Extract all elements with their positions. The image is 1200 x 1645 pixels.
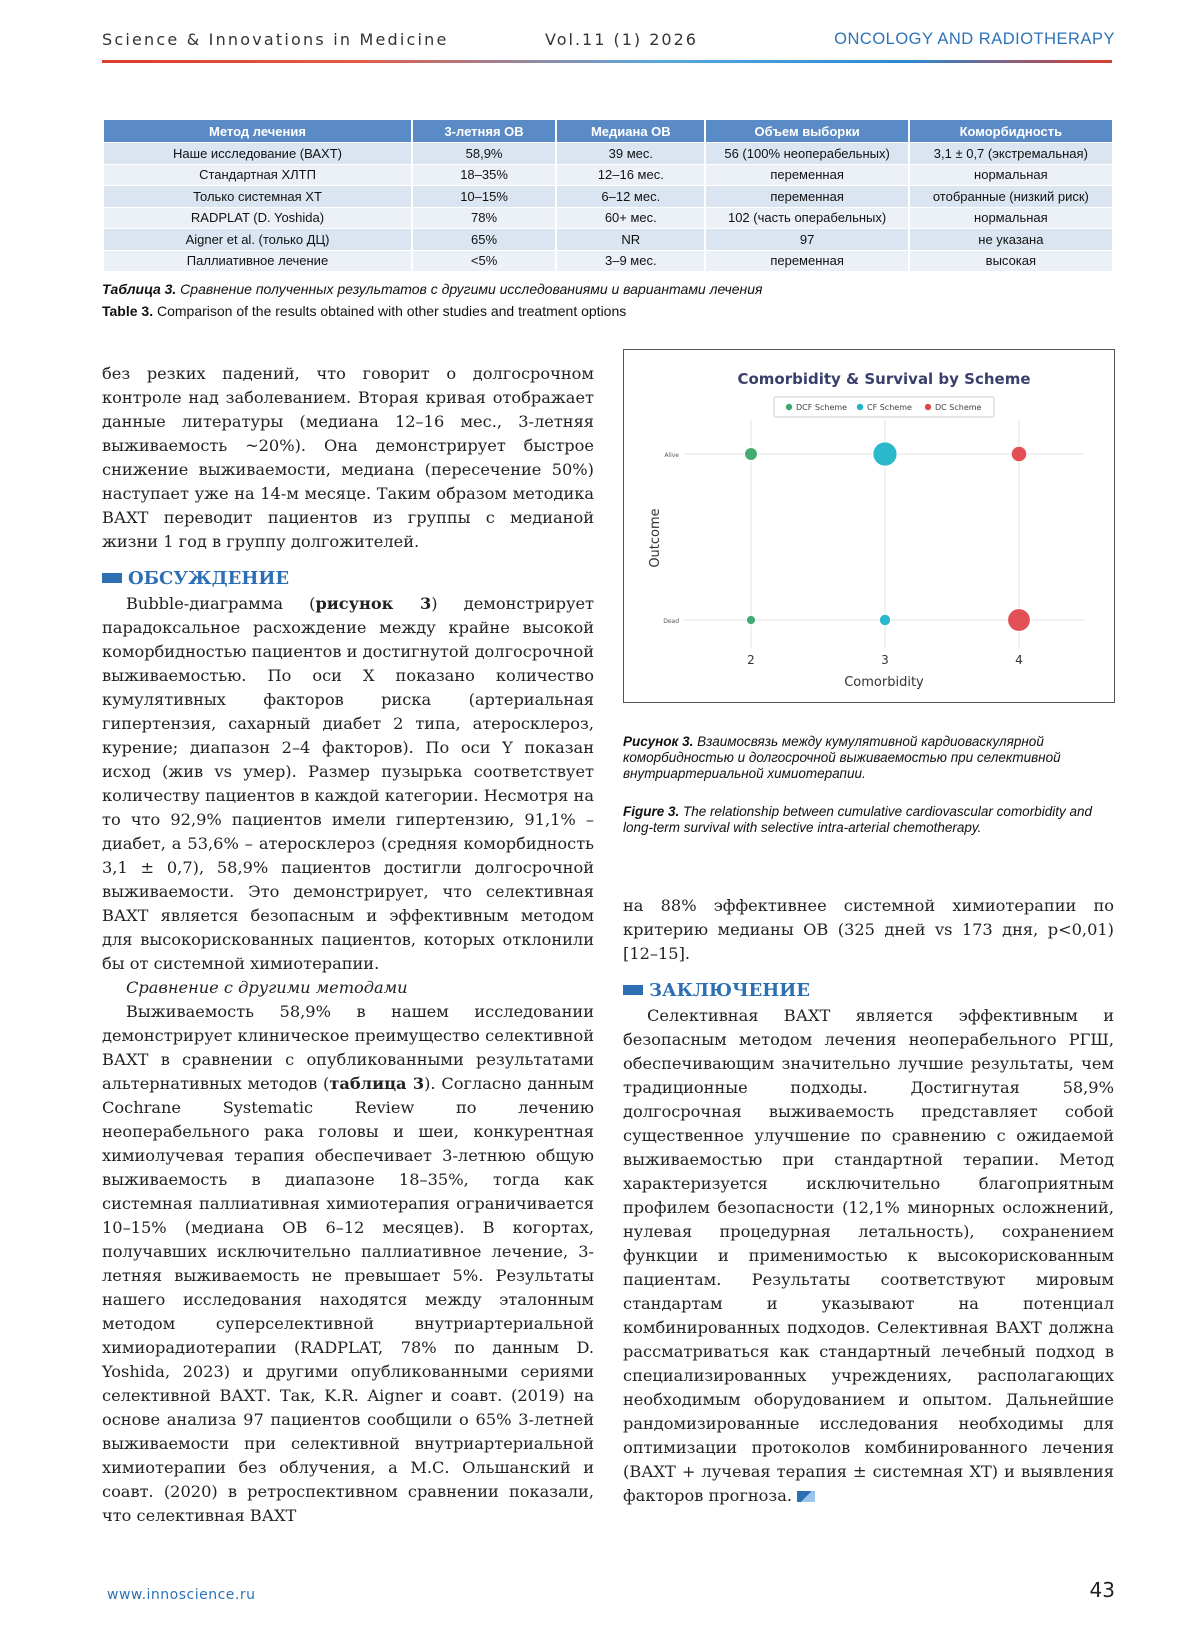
- comparison-table: [104, 120, 1112, 271]
- table-cell: 10–15%: [412, 186, 556, 208]
- conclusion-heading: [623, 978, 1114, 1004]
- table-cell: 56 (100% неоперабельных): [705, 143, 908, 165]
- table-caption-en: [102, 303, 626, 319]
- discussion-heading-text: ОБСУЖДЕНИЕ: [128, 568, 290, 589]
- table-cell: нормальная: [909, 164, 1112, 186]
- subheading: Сравнение с другими методами: [126, 978, 408, 997]
- end-of-article-icon: [797, 1491, 815, 1502]
- chart-bubble: [1008, 609, 1031, 632]
- chart-x-tick: 3: [881, 653, 889, 667]
- legend-swatch: [857, 404, 863, 410]
- right-column: [623, 894, 1114, 1508]
- table-cell: 39 мес.: [556, 143, 705, 165]
- table-cell: высокая: [909, 250, 1112, 271]
- chart-bubble: [873, 442, 897, 466]
- paragraph: [623, 1004, 1114, 1508]
- table-cell: Стандартная ХЛТП: [104, 164, 412, 186]
- figure-caption-ru-text: Взаимосвязь между кумулятивной кардиоваскулярной коморбидностью и долгосрочной выживаемостью при селективной внутриартериальной химиотерапии.: [623, 734, 1061, 781]
- figure-caption-en: [623, 804, 1093, 836]
- table-cell: не указана: [909, 229, 1112, 251]
- chart-bubbles: [745, 442, 1031, 632]
- chart-title: Comorbidity & Survival by Scheme: [737, 370, 1031, 388]
- table-cell: Aigner et al. (только ДЦ): [104, 229, 412, 251]
- chart-x-tick: 4: [1015, 653, 1023, 667]
- conclusion-heading-text: ЗАКЛЮЧЕНИЕ: [649, 980, 810, 1001]
- figure-caption-ru-label: Рисунок 3.: [623, 734, 694, 749]
- table-row: [104, 186, 1112, 208]
- chart-bubble: [1011, 446, 1027, 462]
- chart-ticks: [663, 452, 1023, 667]
- table-cell: 97: [705, 229, 908, 251]
- table-reference: таблица 3: [329, 1074, 425, 1093]
- section-marker-icon: [623, 985, 643, 995]
- table-caption-ru-text: Сравнение полученных результатов с другими исследованиями и вариантами лечения: [176, 281, 763, 297]
- table-row: [104, 250, 1112, 271]
- table-caption-en-text: Comparison of the results obtained with other studies and treatment options: [153, 303, 627, 319]
- journal-volume: Vol.11 (1) 2026: [545, 30, 698, 49]
- table-header-cell: Медиана ОВ: [556, 120, 705, 143]
- chart-bubble: [745, 448, 758, 461]
- paragraph: [102, 592, 594, 976]
- table-row: [104, 207, 1112, 229]
- legend-label: CF Scheme: [867, 403, 912, 412]
- table-cell: переменная: [705, 186, 908, 208]
- chart-y-tick: Dead: [663, 618, 679, 625]
- figure-reference: рисунок 3: [315, 594, 432, 613]
- text-run: ) демонстрирует парадоксальное расхождение между крайне высокой коморбидностью пациентов и достигнутой долгосрочной выживаемостью. По оси X показано количество кумулятивных факторов риска (артериальная гипертензия, сахарный диабет 2 типа, атеросклероз, курение; диапазон 2–4 факторов). По оси Y показан исход (жив vs умер). Размер пузырька соответствует количеству пациентов в каждой категории. Несмотря на то что 92,9% пациентов имели гипертензию, 91,1% – диабет, а 53,6% – атеросклероз (средняя коморбидность 3,1 ± 0,7), 58,9% пациентов достигли долгосрочной выживаемости. Это демонстрирует, что селективная ВАХТ является безопасным и эффективным методом для высокорискованных пациентов, которых отклонили бы от системной химиотерапии.: [102, 594, 595, 973]
- discussion-heading: [102, 566, 594, 592]
- chart-x-label: Comorbidity: [844, 675, 924, 690]
- table-cell: NR: [556, 229, 705, 251]
- table-cell: Наше исследование (ВАХТ): [104, 143, 412, 165]
- table-cell: RADPLAT (D. Yoshida): [104, 207, 412, 229]
- table-row: [104, 229, 1112, 251]
- left-column: [102, 362, 594, 1528]
- chart-y-tick: Alive: [664, 452, 679, 459]
- table-cell: 3,1 ± 0,7 (экстремальная): [909, 143, 1112, 165]
- legend-swatch: [925, 404, 931, 410]
- bubble-chart: [624, 350, 1114, 702]
- table-caption-en-label: Table 3.: [102, 303, 154, 319]
- table-cell: отобранные (низкий риск): [909, 186, 1112, 208]
- section-title: ONCOLOGY AND RADIOTHERAPY: [834, 30, 1115, 48]
- table-row: [104, 143, 1112, 165]
- section-marker-icon: [102, 573, 122, 583]
- journal-title: Science & Innovations in Medicine: [102, 30, 449, 49]
- table-cell: 65%: [412, 229, 556, 251]
- table-cell: переменная: [705, 164, 908, 186]
- text-run: Селективная ВАХТ является эффективным и безопасным методом лечения неоперабельного РГШ, обеспечивающим значительно лучшие результаты, чем традиционные подходы. Достигнутая 58,9% долгосрочная выживаемость представляет собой существенное улучшение по сравнению с ожидаемой выживаемостью при стандартной терапии. Метод характеризуется исключительно благоприятным профилем безопасности (12,1% минорных осложнений, нулевая процедурная летальность), сохранением функции и применимостью к высокорискованным пациентам. Результаты соответствуют мировым стандартам и указывают на потенциал комбинированных подходов. Селективная ВАХТ должна рассматриваться как стандартный лечебный подход в специализированных учреждениях, располагающих необходимым оборудованием и опытом. Дальнейшие рандомизированные исследования необходимы для оптимизации протоколов комбинированного лечения (ВАХТ + лучевая терапия ± системная ХТ) и выявления факторов прогноза.: [623, 1006, 1114, 1505]
- table-header-row: [104, 120, 1112, 143]
- legend-swatch: [786, 404, 792, 410]
- legend-label: DCF Scheme: [796, 403, 848, 412]
- page-number: 43: [1089, 1578, 1115, 1602]
- text-run: Bubble-диаграмма (: [126, 594, 316, 613]
- paragraph: без резких падений, что говорит о долгосрочном контроле над заболеванием. Вторая кривая отображает данные литературы (медиана 12–16 мес., 3-летняя выживаемость ~20%). Она демонстрирует быстрое снижение выживаемости, медиана (пересечение 50%) наступает уже на 14-м месяце. Таким образом методика ВАХТ переводит пациентов из группы с медианой жизни 1 год в группу долгожителей.: [102, 364, 594, 551]
- table-cell: нормальная: [909, 207, 1112, 229]
- table-cell: 78%: [412, 207, 556, 229]
- table-header-cell: Метод лечения: [104, 120, 412, 143]
- table-cell: 58,9%: [412, 143, 556, 165]
- table-cell: 60+ мес.: [556, 207, 705, 229]
- figure-3: [623, 349, 1115, 703]
- paragraph: [102, 1000, 594, 1528]
- table-cell: 102 (часть операбельных): [705, 207, 908, 229]
- table-caption-ru-label: Таблица 3.: [102, 281, 177, 297]
- chart-legend: [786, 403, 982, 412]
- table-header-cell: Объем выборки: [705, 120, 908, 143]
- table-cell: 3–9 мес.: [556, 250, 705, 271]
- table-cell: Только системная ХТ: [104, 186, 412, 208]
- text-run: Выживаемость 58,9% в нашем исследовании демонстрирует клиническое преимущество селективной ВАХТ в сравнении с опубликованными результатами альтернативных методов (: [102, 1002, 594, 1093]
- table-cell: 12–16 мес.: [556, 164, 705, 186]
- table-cell: переменная: [705, 250, 908, 271]
- header-divider: [102, 60, 1112, 63]
- table-header-cell: 3-летняя ОВ: [412, 120, 556, 143]
- figure-caption-ru: [623, 734, 1093, 782]
- figure-caption-en-text: The relationship between cumulative cardiovascular comorbidity and long-term survival with selective intra-arterial chemotherapy.: [623, 804, 1092, 835]
- table-cell: 6–12 мес.: [556, 186, 705, 208]
- chart-bubble: [746, 615, 755, 624]
- table-cell: <5%: [412, 250, 556, 271]
- chart-x-tick: 2: [747, 653, 755, 667]
- legend-label: DC Scheme: [935, 403, 982, 412]
- table-cell: 18–35%: [412, 164, 556, 186]
- paragraph: на 88% эффективнее системной химиотерапии по критерию медианы ОВ (325 дней vs 173 дня, p<0,01) [12–15].: [623, 896, 1114, 963]
- journal-url: www.innoscience.ru: [107, 1587, 256, 1603]
- table-row: [104, 164, 1112, 186]
- text-run: ). Согласно данным Cochrane Systematic Review по лечению неоперабельного рака головы и шеи, конкурентная химиолучевая терапия обеспечивает 3-летнюю общую выживаемость в диапазоне 18–35%, тогда как системная паллиативная химиотерапия ограничивается 10–15% (медиана ОВ 6–12 месяцев). В когортах, получавших исключительно паллиативное лечение, 3-летняя выживаемость не превышает 5%. Результаты нашего исследования находятся между эталонным методом суперселективной внутриартериальной химиорадиотерапии (RADPLAT, 78% по данным D. Yoshida, 2023) и другими опубликованными сериями селективной ВАХТ. Так, K.R. Aigner и соавт. (2019) на основе анализа 97 пациентов сообщили о 65% 3-летней выживаемости при селективной внутриартериальной химиотерапии без облучения, а М.С. Ольшанский и соавт. (2020) в ретроспективном сравнении показали, что селективная ВАХТ: [102, 1074, 594, 1525]
- figure-caption-en-label: Figure 3.: [623, 804, 680, 819]
- chart-y-label: Outcome: [648, 508, 663, 568]
- chart-bubble: [879, 614, 890, 625]
- table-caption-ru: [102, 281, 763, 297]
- table-cell: Паллиативное лечение: [104, 250, 412, 271]
- table-header-cell: Коморбидность: [909, 120, 1112, 143]
